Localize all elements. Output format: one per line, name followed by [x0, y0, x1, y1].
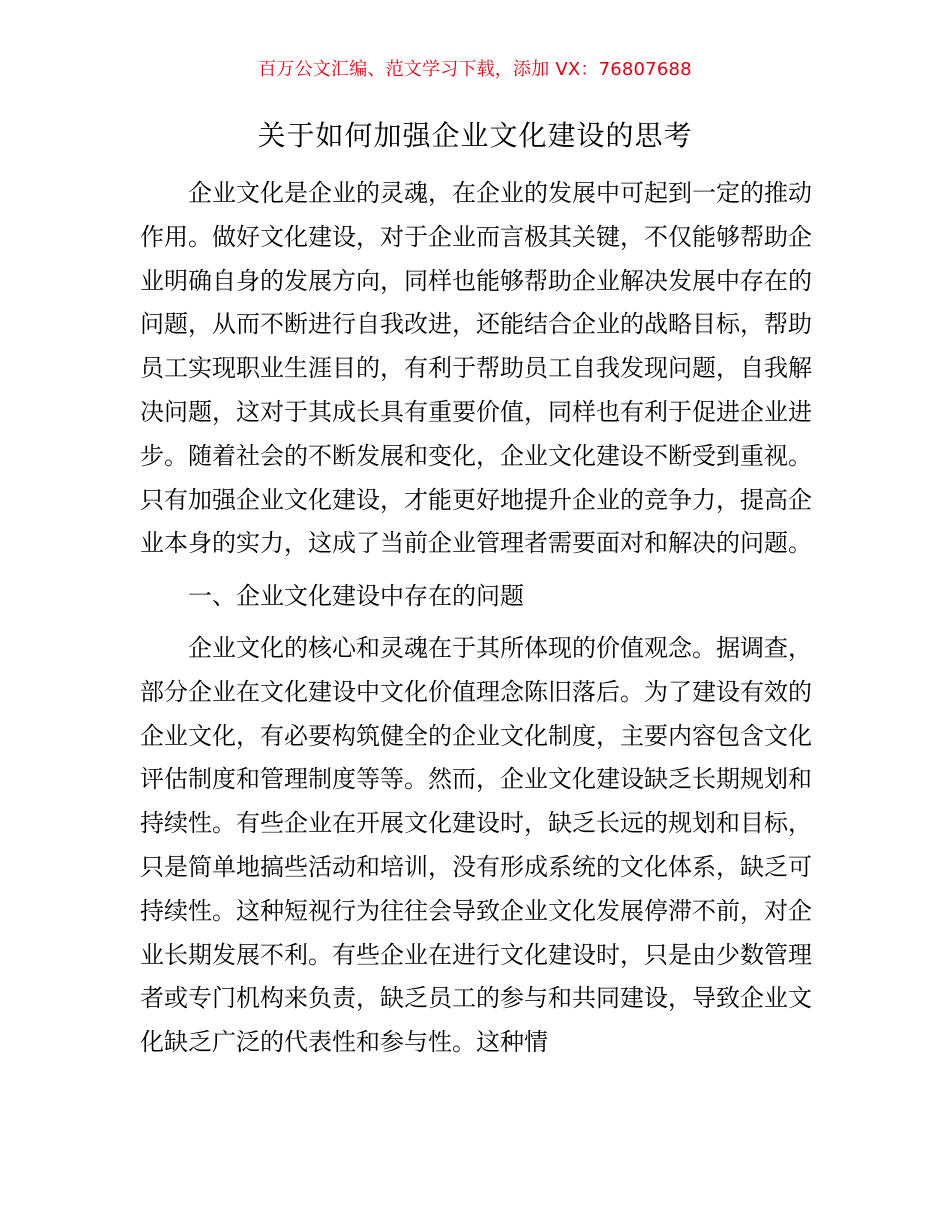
intro-paragraph: 企业文化是企业的灵魂，在企业的发展中可起到一定的推动作用。做好文化建设，对于企业而言极其关键，不仅能够帮助企业明确自身的发展方向，同样也能够帮助企业解决发展中存在的问题，从而不断进行自我改进，还能结合企业的战略目标，帮助员工实现职业生涯目的，有利于帮助员工自我发现问题，自我解决问题，这对于其成长具有重要价值，同样也有利于促进企业进步。随着社会的不断发展和变化，企业文化建设不断受到重视。只有加强企业文化建设，才能更好地提升企业的竞争力，提高企业本身的实力，这成了当前企业管理者需要面对和解决的问题。: [140, 179, 812, 558]
watermark-banner: 百万公文汇编、范文学习下载，添加 VX：76807688: [258, 59, 692, 80]
section-heading: 一、企业文化建设中存在的问题: [188, 582, 524, 611]
document-body: [140, 172, 812, 1065]
section-paragraph: 企业文化的核心和灵魂在于其所体现的价值观念。据调查，部分企业在文化建设中文化价值理念陈旧落后。为了建设有效的企业文化，有必要构筑健全的企业文化制度，主要内容包含文化评估制度和管理制度等等。然而，企业文化建设缺乏长期规划和持续性。有些企业在开展文化建设时，缺乏长远的规划和目标，只是简单地搞些活动和培训，没有形成系统的文化体系，缺乏可持续性。这种短视行为往往会导致企业文化发展停滞不前，对企业长期发展不利。有些企业在进行文化建设时，只是由少数管理者或专门机构来负责，缺乏员工的参与和共同建设，导致企业文化缺乏广泛的代表性和参与性。这种情: [140, 633, 812, 1057]
document-title: 关于如何加强企业文化建设的思考: [257, 119, 693, 152]
